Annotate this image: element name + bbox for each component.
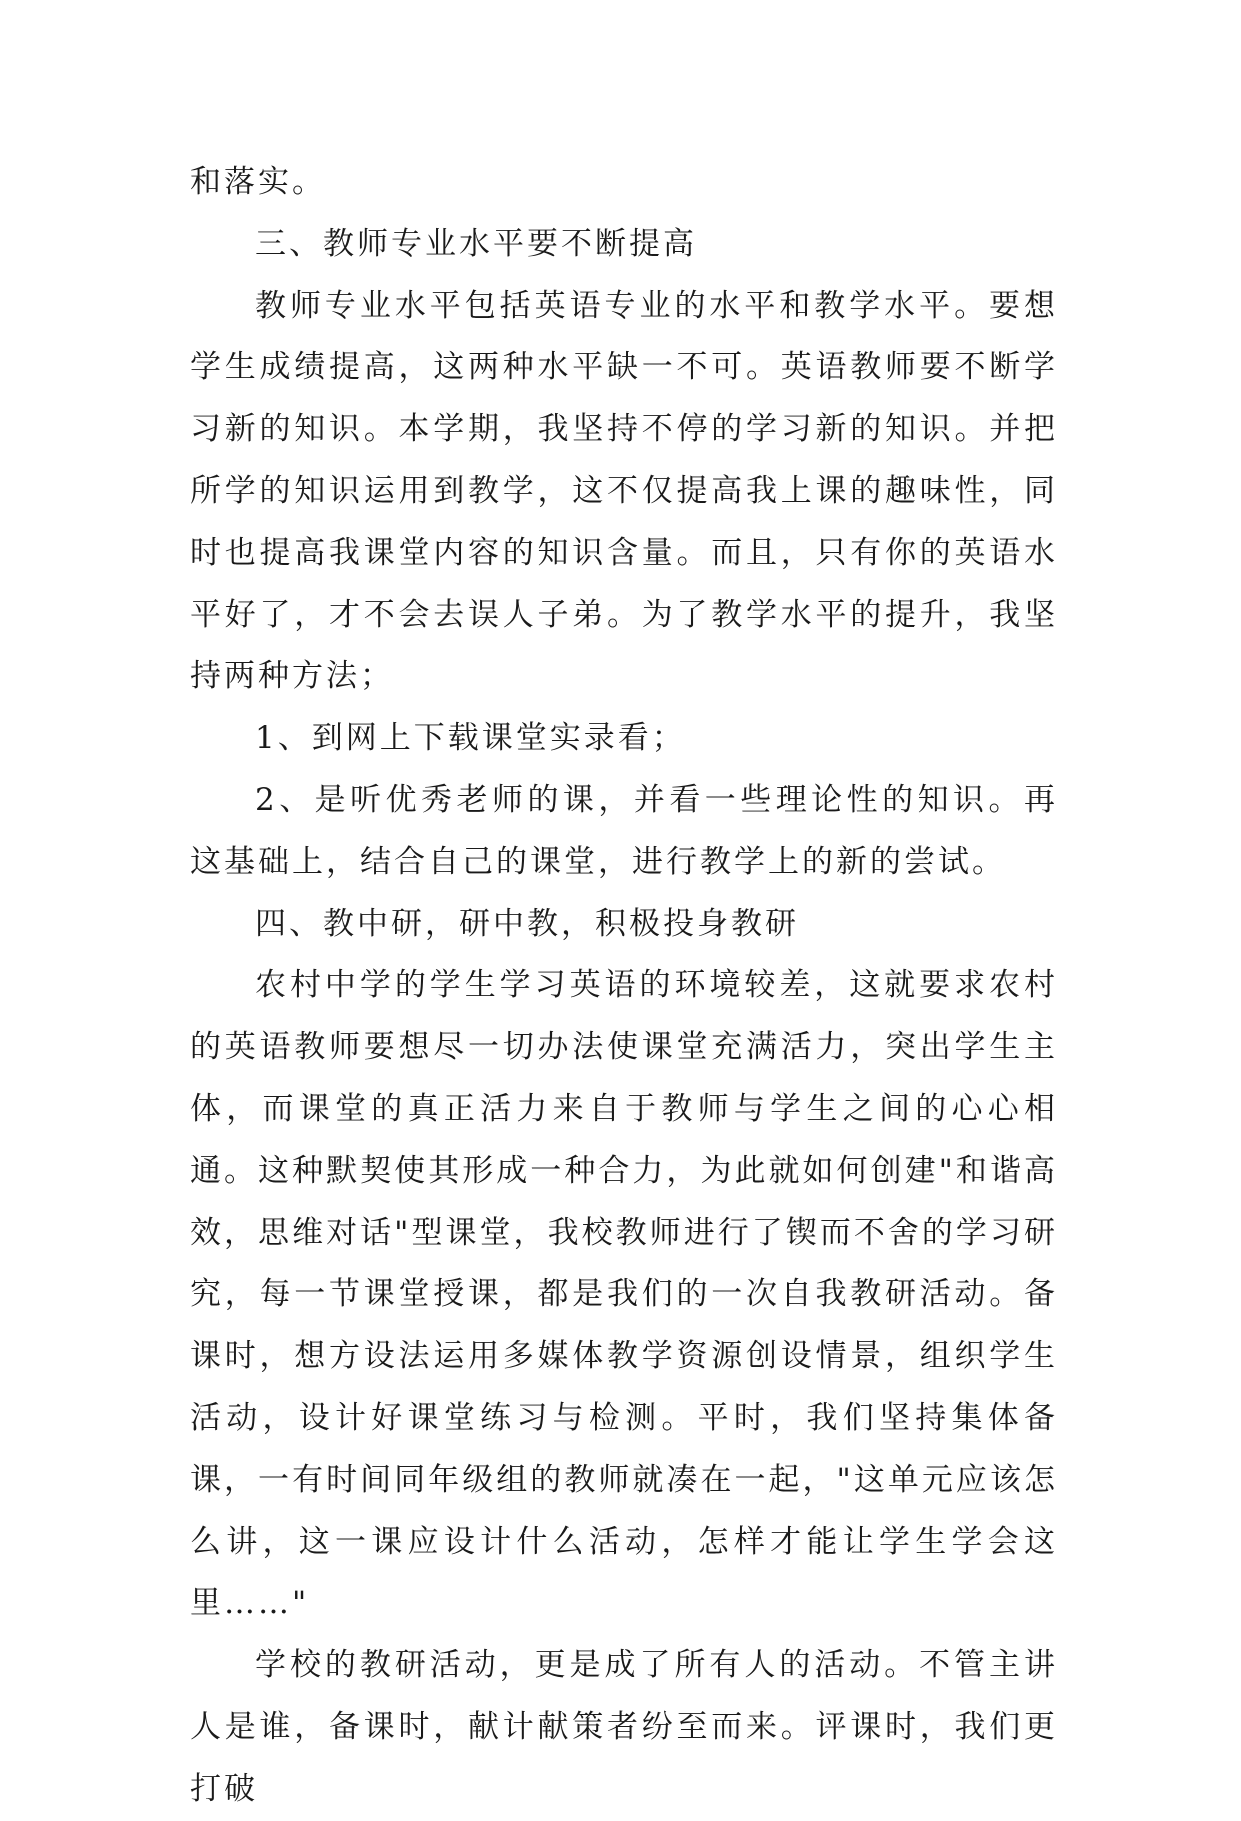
document-body bbox=[190, 152, 1058, 1821]
paragraph: 农村中学的学生学习英语的环境较差，这就要求农村的英语教师要想尽一切办法使课堂充满活力，突出学生主体，而课堂的真正活力来自于教师与学生之间的心心相通。这种默契使其形成一种合力，为此就如何创建"和谐高效，思维对话"型课堂，我校教师进行了锲而不舍的学习研究，每一节课堂授课，都是我们的一次自我教研活动。备课时，想方设法运用多媒体教学资源创设情景，组织学生活动，设计好课堂练习与检测。平时，我们坚持集体备课，一有时间同年级组的教师就凑在一起，"这单元应该怎么讲，这一课应设计什么活动，怎样才能让学生学会这里……" bbox=[190, 967, 1058, 1622]
paragraph-continuation: 和落实。 bbox=[190, 164, 326, 200]
list-item-2: 2、是听优秀老师的课，并看一些理论性的知识。再这基础上，结合自己的课堂，进行教学上的新的尝试。 bbox=[190, 781, 1058, 880]
list-item-1: 1、到网上下载课堂实录看； bbox=[255, 720, 686, 757]
paragraph: 教师专业水平包括英语专业的水平和教学水平。要想学生成绩提高，这两种水平缺一不可。英语教师要不断学习新的知识。本学期，我坚持不停的学习新的知识。并把所学的知识运用到教学，这不仅提高我上课的趣味性，同时也提高我课堂内容的知识含量。而且，只有你的英语水平好了，才不会去误人子弟。为了教学水平的提升，我坚持两种方法； bbox=[190, 287, 1058, 695]
paragraph: 学校的教研活动，更是成了所有人的活动。不管主讲人是谁，备课时，献计献策者纷至而来。评课时，我们更打破 bbox=[190, 1647, 1058, 1807]
section-heading-3: 三、教师专业水平要不断提高 bbox=[255, 225, 697, 262]
section-heading-4: 四、教中研，研中教，积极投身教研 bbox=[255, 905, 799, 942]
